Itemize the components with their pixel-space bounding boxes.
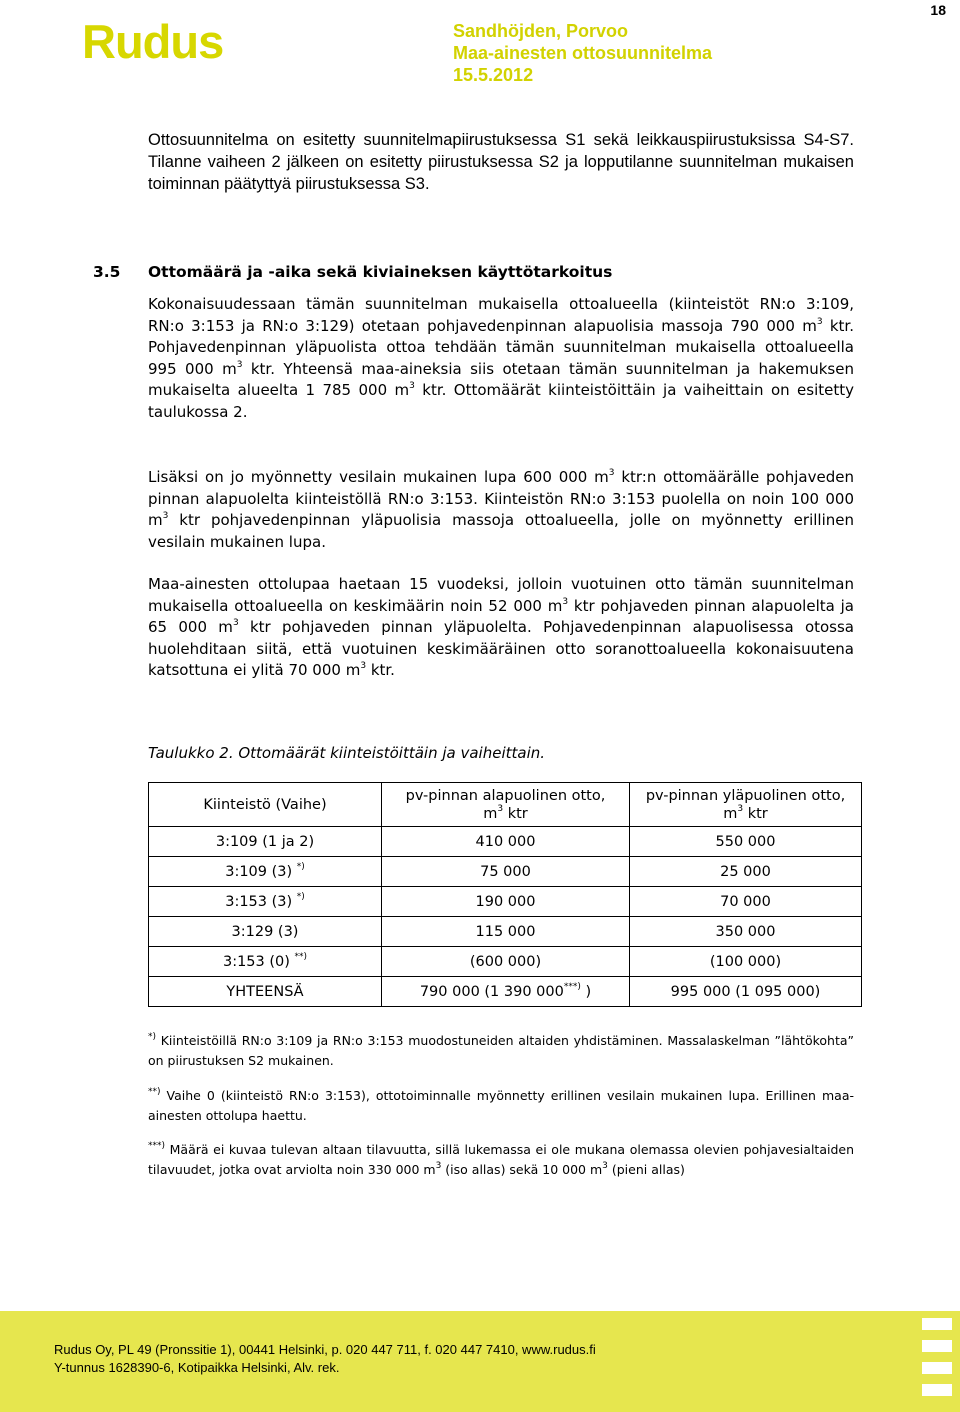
page-number: 18: [930, 2, 946, 18]
footnote-2: **) Vaihe 0 (kiinteistö RN:o 3:153), ottotoiminnalle myönnetty erillinen vesilain mukainen lupa. Erillinen maa-ainesten ottolupa haettu.: [148, 1087, 854, 1123]
cell-property: 3:153 (3) *): [149, 887, 382, 917]
cell-below: 190 000: [382, 887, 630, 917]
extraction-table: [148, 782, 862, 1007]
footnote-3: ***) Määrä ei kuvaa tulevan altaan tilavuutta, sillä lukemassa ei ole mukana olemassa olevien pohjavesialtaiden tilavuudet, jotka ovat arviolta noin 330 000 $m^3$ (iso allas) sekä 10 000 $m^3$ (pieni allas): [148, 1141, 854, 1177]
header-date: 15.5.2012: [453, 65, 534, 85]
cell-below: (600 000): [382, 947, 630, 977]
table-row: [149, 857, 862, 887]
table-row: [149, 827, 862, 857]
section-heading: [93, 263, 612, 281]
rudus-logo: Rudus: [82, 15, 224, 68]
cell-below: 115 000: [382, 917, 630, 947]
cell-below: 75 000: [382, 857, 630, 887]
paragraph-permit-duration: Maa-ainesten ottolupaa haetaan 15 vuodeksi, jolloin vuotuinen otto tämän suunnitelman mukaisella ottoalueella on keskimäärin noin 52 000 $m^3$ ktr pohjaveden pinnan alapuolelta ja 65 000 $m^3$ ktr pohjaveden pinnan yläpuolelta. Pohjavedenpinnan alapuolisessa otossa huolehditaan siitä, että vuotuinen keskimääräinen otto soranottoalueella kokonaisuutena katsottuna ei ylitä 70 000 $m^3$ ktr.: [148, 575, 854, 679]
intro-paragraph: Ottosuunnitelma on esitetty suunnitelmapiirustuksessa S1 sekä leikkauspiirustuksissa S4-S7. Tilanne vaiheen 2 jälkeen on esitetty piirustuksessa S2 ja lopputilanne suunnitelman mukaisen toiminnan päätyttyä piirustuksessa S3.: [148, 131, 854, 193]
paragraph-existing-permit: Lisäksi on jo myönnetty vesilain mukainen lupa 600 000 $m^3$ ktr:n ottomäärälle pohjaveden pinnan alapuolelta kiinteistöllä RN:o 3:153. Kiinteistön RN:o 3:153 puolella on noin 100 000 $m^3$ ktr pohjavedenpinnan yläpuolisia massoja ottoalueella, jolle on myönnetty erillinen vesilain mukainen lupa.: [148, 468, 854, 551]
footer-business-id: Y-tunnus 1628390-6, Kotipaikka Helsinki, Alv. rek.: [54, 1360, 340, 1375]
cell-below: 410 000: [382, 827, 630, 857]
cell-total-label: YHTEENSÄ: [149, 977, 382, 1007]
table-row: [149, 947, 862, 977]
footer-company-info: [54, 1341, 596, 1377]
cell-property: 3:109 (1 ja 2): [149, 827, 382, 857]
header-info: [453, 20, 712, 86]
cell-property: 3:109 (3) *): [149, 857, 382, 887]
cell-total-above: 995 000 (1 095 000): [630, 977, 862, 1007]
section-title: Ottomäärä ja -aika sekä kiviaineksen käyttötarkoitus: [148, 263, 613, 281]
cell-above: 350 000: [630, 917, 862, 947]
footer-stripes-icon: [922, 1318, 952, 1408]
cell-total-below: 790 000 (1 390 000***) ): [382, 977, 630, 1007]
table-total-row: [149, 977, 862, 1007]
table-header-row: [149, 783, 862, 827]
footer-address: Rudus Oy, PL 49 (Pronssitie 1), 00441 Helsinki, p. 020 447 711, f. 020 447 7410, www.rudus.fi: [54, 1342, 596, 1357]
cell-above: (100 000): [630, 947, 862, 977]
footnote-1: *) Kiinteistöillä RN:o 3:109 ja RN:o 3:153 muodostuneiden altaiden yhdistäminen. Massalaskelman ”lähtökohta” on piirustuksen S2 mukainen.: [148, 1032, 854, 1068]
header-below-groundwater: pv-pinnan alapuolinen otto, $m^3$ ktr: [382, 783, 630, 827]
paragraph-total-volumes: Kokonaisuudessaan tämän suunnitelman mukaisella ottoalueella (kiinteistöt RN:o 3:109, RN:o 3:153 ja RN:o 3:129) otetaan pohjavedenpinnan alapuolisia massoja 790 000 $m^3$ ktr. Pohjavedenpinnan yläpuolista ottoa tehdään tämän suunnitelman mukaisella ottoalueella 995 000 $m^3$ ktr. Yhteensä maa-aineksia siis otetaan tämän suunnitelman ja hakemuksen mukaiselta alueelta 1 785 000 $m^3$ ktr. Ottomäärät kiinteistöittäin ja vaiheittain on esitetty taulukossa 2.: [148, 295, 854, 421]
section-number: 3.5: [93, 263, 121, 281]
table-row: [149, 887, 862, 917]
cell-above: 25 000: [630, 857, 862, 887]
header-property: Kiinteistö (Vaihe): [149, 783, 382, 827]
table-caption: Taulukko 2. Ottomäärät kiinteistöittäin ja vaiheittain.: [148, 744, 546, 762]
cell-above: 550 000: [630, 827, 862, 857]
table-row: [149, 917, 862, 947]
cell-property: 3:153 (0) **): [149, 947, 382, 977]
header-doc-title: Maa-ainesten ottosuunnitelma: [453, 43, 713, 63]
cell-property: 3:129 (3): [149, 917, 382, 947]
cell-above: 70 000: [630, 887, 862, 917]
header-location: Sandhöjden, Porvoo: [453, 21, 629, 41]
header-above-groundwater: pv-pinnan yläpuolinen otto, $m^3$ ktr: [630, 783, 862, 827]
